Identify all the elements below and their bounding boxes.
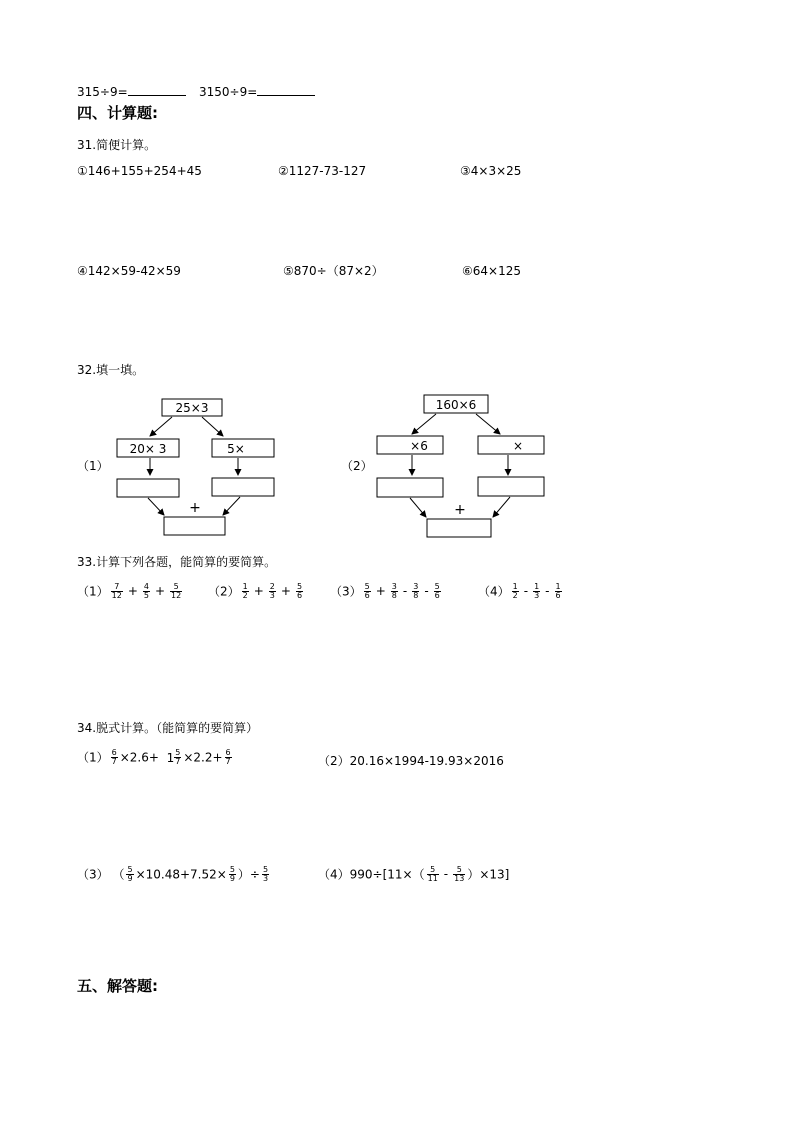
fraction: $\frac{5}{9}$ — [127, 865, 133, 884]
fraction: $\frac{4}{5}$ — [143, 582, 149, 601]
q31-item: ⑤870÷（87×2） — [283, 264, 384, 278]
q34-problem-1 — [77, 749, 234, 767]
fraction: $\frac{1}{6}$ — [555, 582, 561, 601]
q34-problem-4: （4）990÷[11×（ $\frac{5}{11}$ - $\frac{5}{13}$ ）×13] — [318, 865, 510, 884]
q34-problem-2: （2）20.16×1994-19.93×2016 — [318, 754, 504, 768]
diagram1-right-text: 5× — [227, 442, 245, 456]
q31-item: ⑥64×125 — [462, 264, 521, 278]
diagram2-left-text: ×6 — [410, 439, 428, 453]
section-4-title: 四、计算题: — [77, 104, 158, 122]
diagram2-left-answer-box[interactable] — [377, 478, 443, 497]
q33-title: 33.计算下列各题，能简算的要简算。 — [77, 555, 277, 569]
q31-item: ④142×59-42×59 — [77, 264, 181, 278]
problem-label: （1） — [77, 750, 109, 765]
q31-item: ③4×3×25 — [460, 164, 522, 178]
diagram2-right-text: × — [512, 439, 524, 453]
problem-label: （3） — [330, 584, 362, 599]
fraction: $\frac{1}{3}$ — [534, 582, 540, 601]
fraction: $\frac{1}{2}$ — [512, 582, 518, 601]
fraction: $\frac{6}{7}$ — [111, 748, 117, 767]
q33-problem-1: （1） $\frac{7}{12}$ + $\frac{4}{5}$ + $\frac{5}{12}$ — [77, 582, 182, 601]
diagram1-left-text: 20× 3 — [129, 442, 167, 456]
diagram1-label: （1） — [77, 459, 109, 473]
expr-part: （4）990÷[11×（ — [318, 867, 425, 882]
q31-item: ②1127-73-127 — [278, 164, 367, 178]
diagram1-top-text: 25×3 — [175, 401, 209, 415]
fraction: $\frac{6}{7}$ — [225, 748, 231, 767]
q34-problem-3 — [77, 866, 271, 884]
expr-part: ×10.48+7.52× — [135, 867, 227, 882]
diagram1-right-answer-box[interactable] — [212, 478, 274, 496]
expr-part: ）×13] — [467, 867, 510, 882]
q34-title: 34.脱式计算。（能简算的要简算） — [77, 721, 259, 735]
fraction: $\frac{3}{8}$ — [413, 582, 419, 601]
problem-label: （4） — [478, 584, 510, 599]
fraction: $\frac{5}{13}$ — [454, 865, 465, 884]
arrow — [410, 498, 426, 517]
problem-label: （3） — [77, 867, 109, 882]
expr-part: ×2.2+ — [183, 750, 223, 765]
q31-title: 31.简便计算。 — [77, 138, 157, 152]
fraction: $\frac{7}{12}$ — [111, 582, 122, 601]
diagram1-plus: + — [189, 500, 201, 516]
diagram2-sum-box[interactable] — [427, 519, 491, 537]
fraction: $\frac{5}{3}$ — [262, 865, 269, 884]
q33-problem-3: （3） $\frac{5}{6}$ + $\frac{3}{8}$ - $\frac{3}{8}$ - $\frac{5}{6}$ — [330, 582, 440, 601]
fraction: $\frac{5}{6}$ — [364, 582, 370, 601]
diagram2-plus: + — [454, 502, 466, 518]
expr-part: （ — [112, 867, 125, 882]
fraction: $\frac{5}{6}$ — [434, 582, 440, 601]
problem-label: （1） — [77, 584, 109, 599]
arrow — [150, 417, 172, 436]
diagram2-right-answer-box[interactable] — [478, 477, 544, 496]
expr-3150: 3150÷9= — [199, 85, 258, 99]
section-5-title: 五、解答题: — [77, 977, 158, 995]
arrow — [202, 417, 223, 436]
diagram1-sum-box[interactable] — [164, 517, 225, 535]
fraction: $\frac{2}{3}$ — [269, 582, 275, 601]
expr-part: ）÷ — [237, 867, 260, 882]
expr-part: ×2.6+ — [119, 750, 159, 765]
fraction: $\frac{5}{7}$ — [175, 748, 181, 767]
arrow — [476, 414, 500, 434]
diagram2-label: （2） — [341, 459, 373, 473]
fraction: $\frac{5}{9}$ — [229, 865, 235, 884]
fraction: $\frac{5}{12}$ — [171, 582, 182, 601]
arrow — [412, 414, 436, 434]
q32-title: 32.填一填。 — [77, 363, 145, 377]
arrow — [223, 497, 240, 515]
diagram2-top-text: 160×6 — [435, 398, 477, 412]
problem-label: （2） — [208, 584, 240, 599]
fraction: $\frac{5}{6}$ — [296, 582, 303, 601]
q33-problem-2: （2） $\frac{1}{2}$ + $\frac{2}{3}$ + $\frac{5}{6}$ — [208, 582, 303, 601]
fraction: $\frac{3}{8}$ — [391, 582, 397, 601]
fraction: $\frac{1}{2}$ — [242, 582, 248, 601]
q31-item: ①146+155+254+45 — [77, 164, 202, 178]
expr-315: 315÷9= — [77, 85, 128, 99]
arrow — [148, 498, 164, 515]
diagram2-right-box — [478, 436, 544, 454]
arrow — [493, 497, 510, 517]
diagram1-left-answer-box[interactable] — [117, 479, 179, 497]
q33-problem-4: （4） $\frac{1}{2}$ - $\frac{1}{3}$ - $\frac{1}{6}$ — [478, 582, 561, 601]
fraction: $\frac{5}{11}$ — [427, 865, 438, 884]
mixed-whole: 1 — [166, 750, 175, 765]
